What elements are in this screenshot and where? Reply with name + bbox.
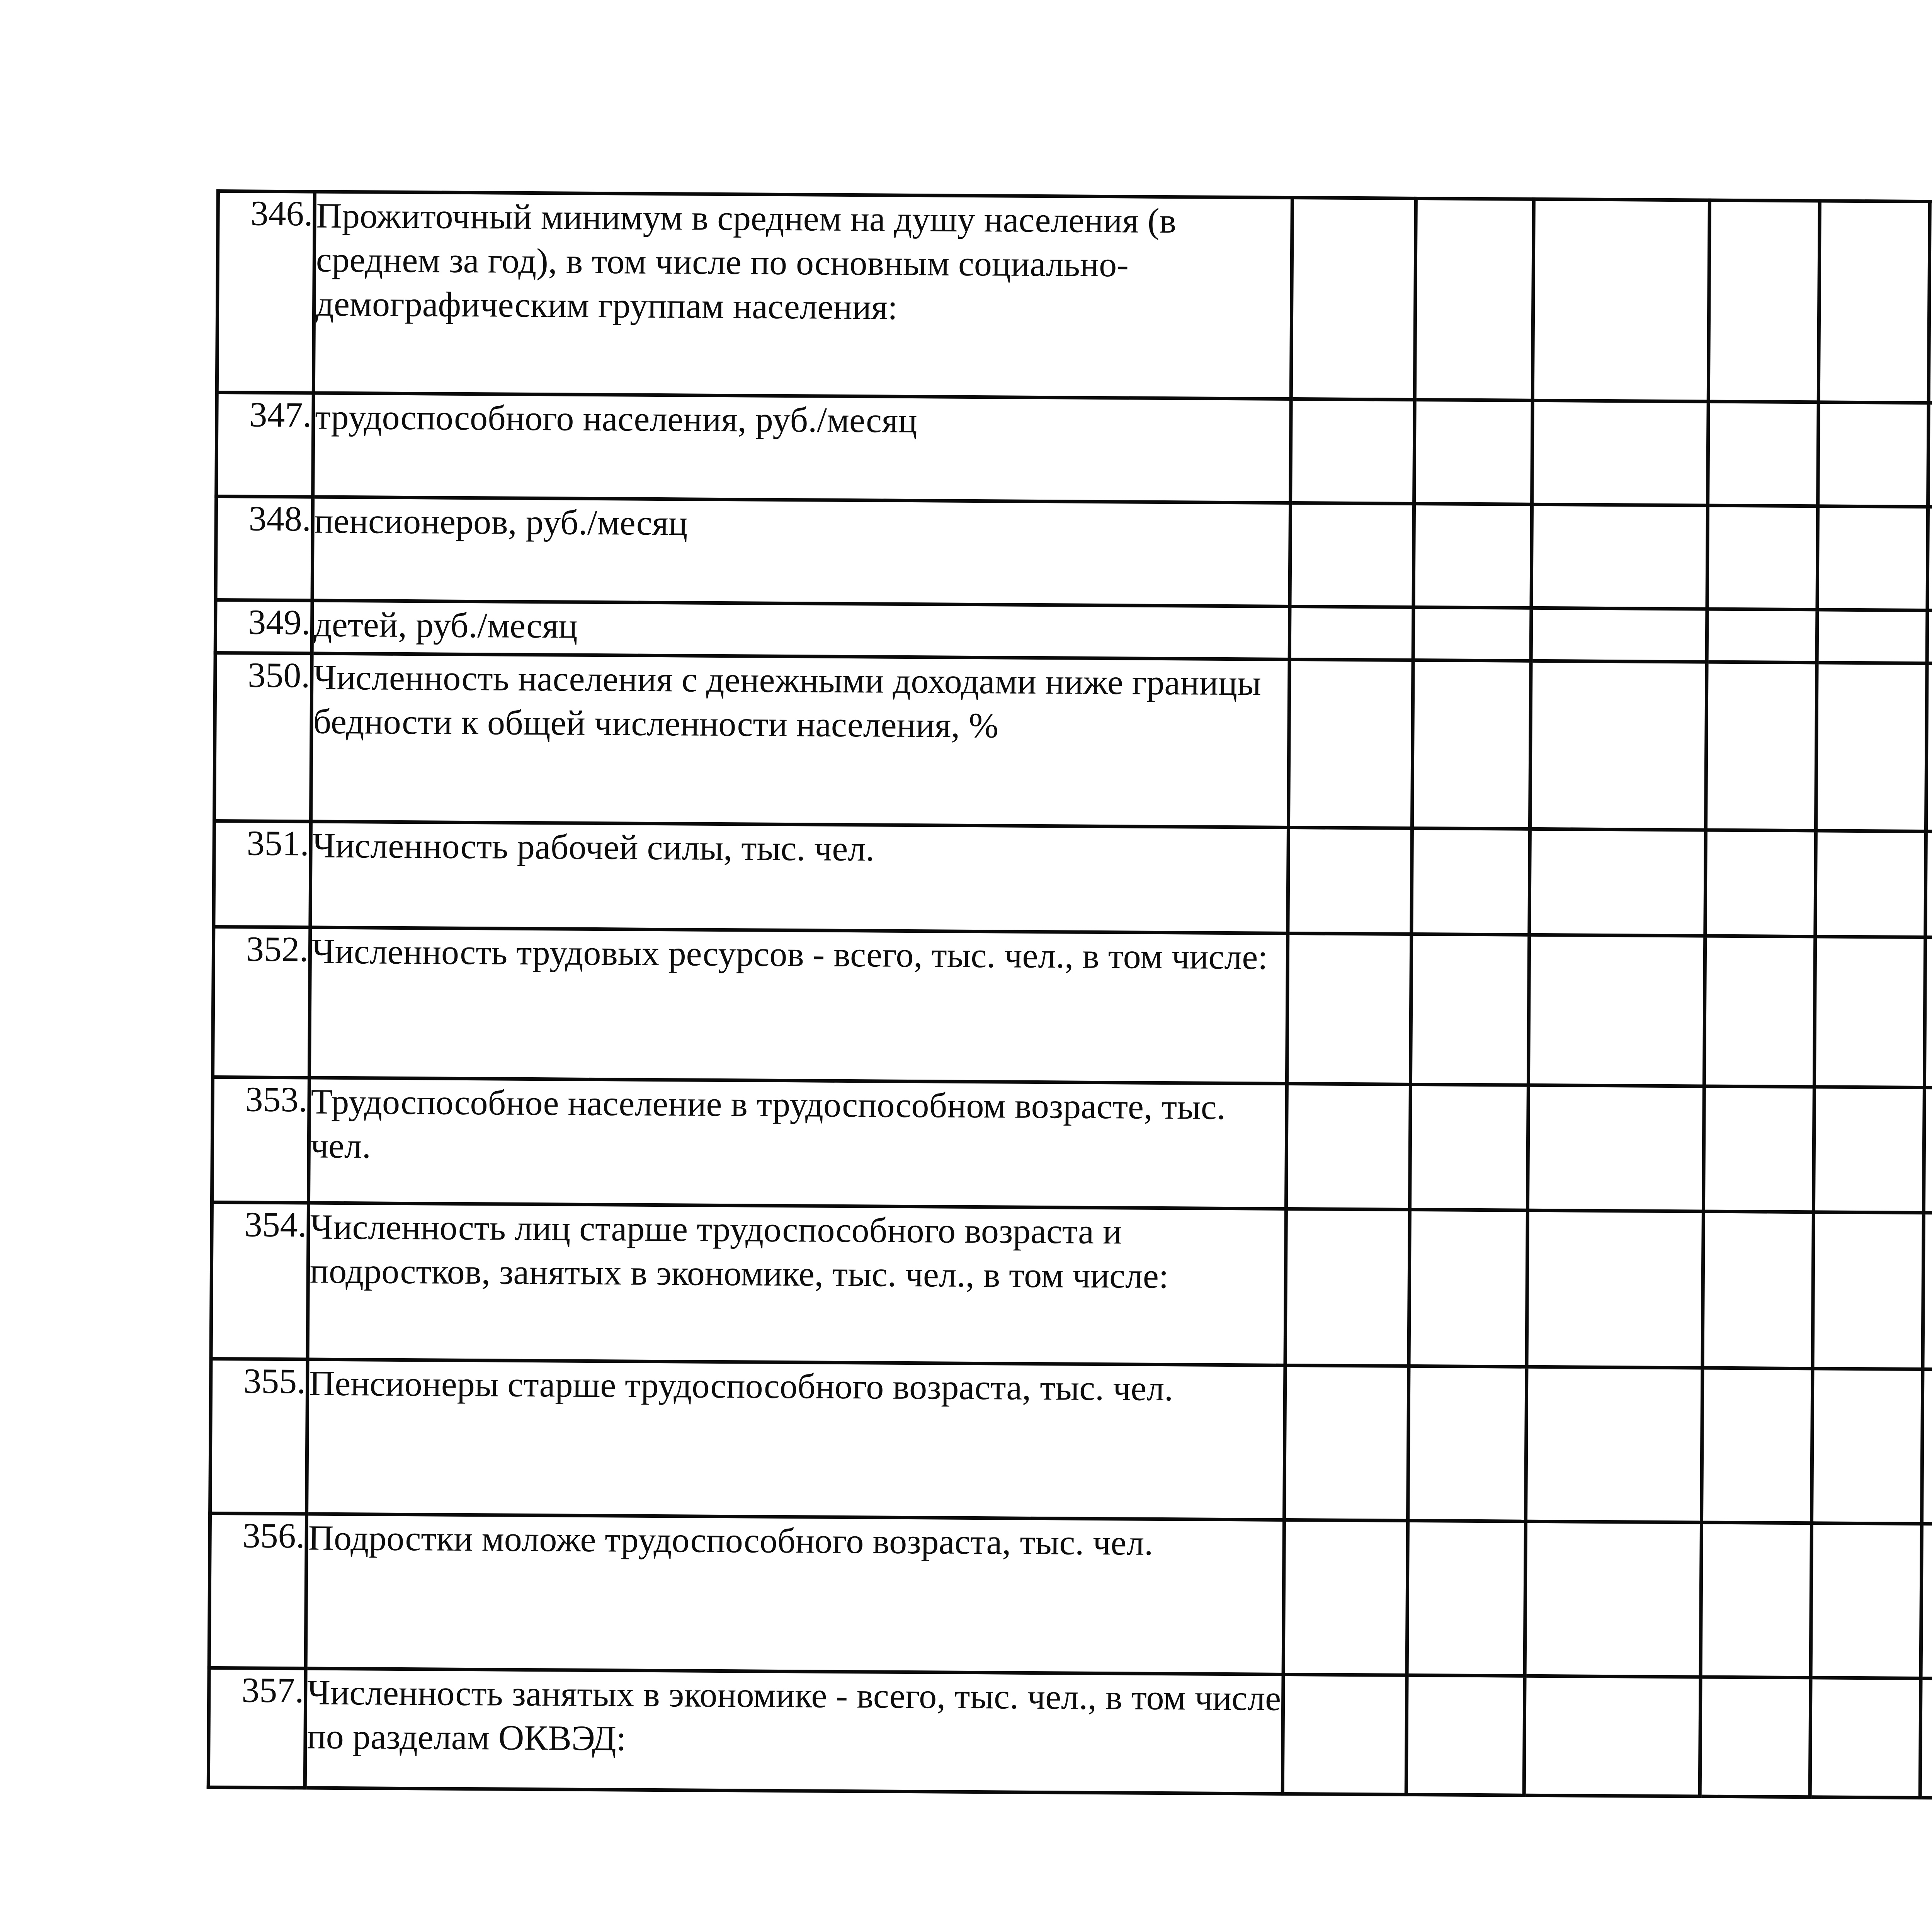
row-description: Подростки моложе трудоспособного возраста, тыс. чел. xyxy=(306,1514,1284,1674)
table-row xyxy=(210,1359,1932,1530)
table-body xyxy=(208,191,1932,1804)
value-cell xyxy=(1287,933,1411,1085)
value-cell xyxy=(1413,503,1532,608)
value-cell xyxy=(1286,1084,1410,1210)
value-cell xyxy=(1527,1211,1703,1368)
value-cell xyxy=(1529,829,1706,935)
value-cell xyxy=(1818,402,1929,507)
value-cell xyxy=(1525,1522,1701,1677)
value-cell xyxy=(1408,1366,1527,1522)
value-cell xyxy=(1531,608,1707,662)
value-cell xyxy=(1811,1523,1922,1679)
row-description: Численность рабочей силы, тыс. чел. xyxy=(310,821,1289,933)
table-row xyxy=(213,927,1932,1094)
row-description: Численность занятых в экономике - всего, тыс. чел., в том числе по разделам ОКВЭД: xyxy=(305,1668,1283,1794)
value-cell xyxy=(1409,1210,1527,1367)
value-cell xyxy=(1817,506,1928,611)
row-number: 354. xyxy=(211,1202,308,1360)
value-cell xyxy=(1288,659,1413,828)
value-cell xyxy=(1708,200,1820,402)
value-cell xyxy=(1412,660,1531,829)
value-cell xyxy=(1410,934,1529,1085)
value-cell xyxy=(1289,607,1413,660)
value-cell xyxy=(1282,1675,1407,1795)
row-number: 352. xyxy=(213,927,310,1078)
value-cell xyxy=(1700,1677,1811,1797)
value-cell xyxy=(1706,662,1817,831)
value-cell xyxy=(1923,1213,1932,1371)
value-cell xyxy=(1410,1085,1528,1211)
row-number: 347. xyxy=(216,393,314,497)
value-cell xyxy=(1928,403,1932,508)
value-cell xyxy=(1290,503,1414,607)
value-cell xyxy=(1527,1085,1704,1212)
value-cell xyxy=(1524,1676,1701,1796)
value-cell xyxy=(1702,1211,1813,1369)
row-description: пенсионеров, руб./месяц xyxy=(312,497,1291,607)
value-cell xyxy=(1817,610,1927,663)
value-cell xyxy=(1291,399,1415,503)
row-number: 348. xyxy=(216,496,313,600)
value-cell xyxy=(1813,1087,1924,1213)
value-cell xyxy=(1285,1209,1410,1366)
value-cell xyxy=(1701,1368,1812,1523)
value-cell xyxy=(1701,1522,1811,1678)
value-cell xyxy=(1927,611,1932,664)
row-description: Численность населения с денежными доходами ниже границы бедности к общей численности населения, % xyxy=(311,653,1290,828)
value-cell xyxy=(1291,198,1416,400)
value-cell xyxy=(1412,828,1530,935)
value-cell xyxy=(1703,1086,1814,1212)
value-cell xyxy=(1705,830,1816,936)
row-number: 357. xyxy=(208,1668,306,1788)
value-cell xyxy=(1920,1679,1932,1799)
value-cell xyxy=(1815,831,1926,937)
value-cell xyxy=(1532,401,1709,505)
value-cell xyxy=(1925,832,1932,938)
row-number: 353. xyxy=(212,1077,309,1203)
value-cell xyxy=(1923,1088,1932,1214)
value-cell xyxy=(1526,1367,1702,1523)
document-sheet xyxy=(207,189,1932,1804)
value-cell xyxy=(1708,402,1819,506)
table-row xyxy=(208,1668,1932,1804)
value-cell xyxy=(1531,504,1708,609)
table-row xyxy=(216,393,1932,513)
table-row xyxy=(216,496,1932,616)
value-cell xyxy=(1528,935,1705,1087)
value-cell xyxy=(1814,936,1925,1088)
value-cell xyxy=(1811,1369,1922,1524)
value-cell xyxy=(1415,198,1534,400)
row-description: трудоспособного населения, руб./месяц xyxy=(313,393,1291,503)
row-number: 349. xyxy=(215,600,312,653)
row-number: 351. xyxy=(214,821,311,927)
value-cell xyxy=(1288,828,1412,934)
value-cell xyxy=(1707,609,1817,662)
value-cell xyxy=(1530,661,1707,830)
value-cell xyxy=(1921,1524,1932,1680)
table-row xyxy=(209,1514,1932,1685)
value-cell xyxy=(1284,1366,1409,1521)
row-description: Пенсионеры старше трудоспособного возраста, тыс. чел. xyxy=(307,1359,1285,1520)
value-cell xyxy=(1414,400,1533,504)
value-cell xyxy=(1926,663,1932,832)
row-description: Численность лиц старше трудоспособного возраста и подростков, занятых в экономике, тыс. чел., в том числе: xyxy=(308,1203,1286,1365)
value-cell xyxy=(1922,1369,1932,1525)
value-cell xyxy=(1927,507,1932,611)
value-cell xyxy=(1810,1678,1921,1798)
row-number: 356. xyxy=(209,1514,306,1668)
indicators-table xyxy=(207,189,1932,1806)
row-number: 350. xyxy=(214,653,312,821)
value-cell xyxy=(1813,1212,1923,1369)
value-cell xyxy=(1407,1521,1526,1676)
value-cell xyxy=(1818,201,1930,403)
value-cell xyxy=(1707,505,1818,610)
row-number: 346. xyxy=(217,191,315,393)
value-cell xyxy=(1413,607,1531,661)
value-cell xyxy=(1406,1675,1525,1796)
value-cell xyxy=(1704,936,1815,1087)
value-cell xyxy=(1532,199,1709,401)
table-row xyxy=(212,1077,1932,1219)
table-row xyxy=(214,653,1932,837)
table-row xyxy=(211,1202,1932,1376)
value-cell xyxy=(1283,1520,1408,1675)
row-description: детей, руб./месяц xyxy=(312,600,1290,659)
value-cell xyxy=(1924,937,1932,1089)
row-description: Прожиточный минимум в среднем на душу населения (в среднем за год), в том числе по основным социально-демографическим группам населения: xyxy=(313,192,1292,399)
table-row xyxy=(217,191,1932,409)
value-cell xyxy=(1816,663,1927,832)
row-description: Численность трудовых ресурсов - всего, тыс. чел., в том числе: xyxy=(309,927,1287,1084)
table-row xyxy=(214,821,1932,943)
row-description: Трудоспособное население в трудоспособном возрасте, тыс. чел. xyxy=(308,1078,1287,1209)
row-number: 355. xyxy=(210,1359,308,1514)
